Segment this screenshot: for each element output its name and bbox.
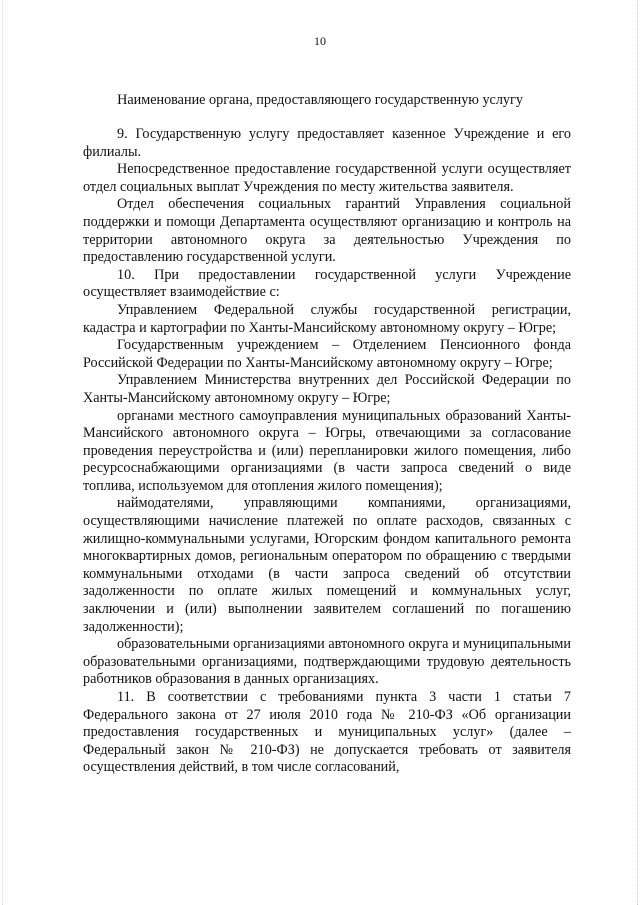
page-scan-edge-left: [2, 0, 4, 905]
list-item-landlords: наймодателями, управляющими компаниями, организациями, осуществляющими начисление платежей по оплате расходов, связанных с жилищно-коммунальными услугами, Югорским фондом капитального ремонта многоквартирных домов, региональным оператором по обращению с твердыми коммунальными отходами (в части запроса сведений об отсутствии задолженности по оплате жилых помещений и коммунальных услуг, заключении и (или) выполнении заявителем соглашений по погашению задолженности);: [83, 495, 571, 635]
section-heading: Наименование органа, предоставляющего государственную услугу: [117, 92, 523, 108]
page-scan-edge-right: [636, 0, 638, 905]
page-number: 10: [314, 34, 326, 48]
paragraph-control-department: Отдел обеспечения социальных гарантий Управления социальной поддержки и помощи Департамента осуществляют организацию и контроль на территории автономного округа за деятельностью Учреждения по предоставлению государственной услуги.: [83, 196, 571, 266]
list-item-educational-organizations: образовательными организациями автономного округа и муниципальными образовательными организациями, подтверждающими трудовую деятельность работников образования в данных организациях.: [83, 636, 571, 688]
paragraph-11: 11. В соответствии с требованиями пункта 3 части 1 статьи 7 Федерального закона от 27 июля 2010 года № 210-ФЗ «Об организации предоставления государственных и муниципальных услуг» (далее – Федеральный закон № 210-ФЗ) не допускается требовать от заявителя осуществления действий, в том числе согласований,: [83, 689, 571, 776]
list-item-local-government: органами местного самоуправления муниципальных образований Ханты-Мансийского автономного округа – Югры, отвечающими за согласование проведения переустройства и (или) перепланировки жилого помещения, либо ресурсоснабжающими организациями (в части запроса сведений о виде топлива, используемом для отопления жилого помещения);: [83, 407, 571, 494]
paragraph-direct-provision: Непосредственное предоставление государственной услуги осуществляет отдел социальных выплат Учреждения по месту жительства заявителя.: [83, 161, 571, 195]
paragraph-10: 10. При предоставлении государственной услуги Учреждение осуществляет взаимодействие с:: [83, 266, 571, 301]
paragraph-9: 9. Государственную услугу предоставляет казенное Учреждение и его филиалы.: [83, 126, 571, 160]
document-body: [83, 126, 571, 777]
list-item-mvd: Управлением Министерства внутренних дел Российской Федерации по Ханты-Мансийскому автономному округу – Югре;: [83, 372, 571, 406]
list-item-rosreestr: Управлением Федеральной службы государственной регистрации, кадастра и картографии по Ханты-Мансийскому автономному округу – Югре;: [83, 301, 571, 336]
list-item-pension-fund: Государственным учреждением – Отделением Пенсионного фонда Российской Федерации по Ханты-Мансийскому автономному округу – Югре;: [83, 337, 571, 371]
